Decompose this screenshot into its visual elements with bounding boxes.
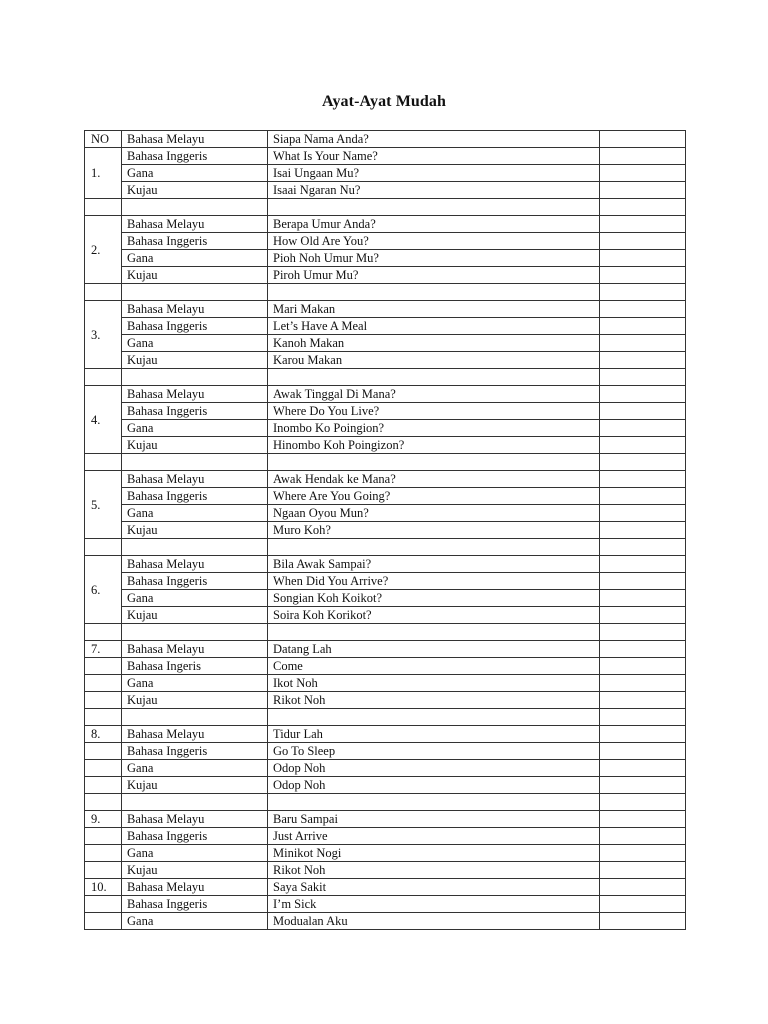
table-row <box>85 811 686 828</box>
phrase-cell: Datang Lah <box>268 641 600 658</box>
phrase-cell: Rikot Noh <box>268 692 600 709</box>
empty-cell <box>600 403 686 420</box>
phrase-cell: Ikot Noh <box>268 675 600 692</box>
spacer-row <box>85 624 686 641</box>
empty-cell <box>600 811 686 828</box>
language-cell: Kujau <box>122 777 268 794</box>
row-number: 5. <box>85 471 122 539</box>
phrase-cell: Hinombo Koh Poingizon? <box>268 437 600 454</box>
table-row <box>85 590 686 607</box>
empty-cell <box>600 913 686 930</box>
empty-cell <box>85 658 122 675</box>
empty-cell <box>85 675 122 692</box>
empty-cell <box>268 709 600 726</box>
header-extra <box>600 131 686 148</box>
phrase-cell: Inombo Ko Poingion? <box>268 420 600 437</box>
language-cell: Bahasa Inggeris <box>122 743 268 760</box>
row-number: 2. <box>85 216 122 284</box>
table-row <box>85 250 686 267</box>
table-row <box>85 182 686 199</box>
empty-cell <box>600 335 686 352</box>
table-row <box>85 165 686 182</box>
language-cell: Bahasa Ingeris <box>122 658 268 675</box>
empty-cell <box>122 284 268 301</box>
language-cell: Kujau <box>122 607 268 624</box>
empty-cell <box>600 590 686 607</box>
phrase-cell: Odop Noh <box>268 760 600 777</box>
language-cell: Bahasa Inggeris <box>122 896 268 913</box>
table-row <box>85 913 686 930</box>
language-cell: Bahasa Inggeris <box>122 233 268 250</box>
language-cell: Gana <box>122 250 268 267</box>
empty-cell <box>268 794 600 811</box>
phrase-cell: Go To Sleep <box>268 743 600 760</box>
phrase-cell: Berapa Umur Anda? <box>268 216 600 233</box>
empty-cell <box>600 709 686 726</box>
language-cell: Gana <box>122 420 268 437</box>
table-row <box>85 845 686 862</box>
empty-cell <box>600 505 686 522</box>
language-cell: Kujau <box>122 182 268 199</box>
phrase-cell: Saya Sakit <box>268 879 600 896</box>
language-cell: Gana <box>122 760 268 777</box>
phrase-cell: Mari Makan <box>268 301 600 318</box>
empty-cell <box>122 199 268 216</box>
spacer-row <box>85 284 686 301</box>
language-cell: Gana <box>122 335 268 352</box>
language-cell: Kujau <box>122 267 268 284</box>
language-cell: Bahasa Melayu <box>122 726 268 743</box>
table-row <box>85 386 686 403</box>
language-cell: Bahasa Melayu <box>122 556 268 573</box>
empty-cell <box>600 250 686 267</box>
language-cell: Bahasa Inggeris <box>122 488 268 505</box>
language-cell: Kujau <box>122 692 268 709</box>
table-row <box>85 573 686 590</box>
table-row <box>85 233 686 250</box>
empty-cell <box>600 760 686 777</box>
row-number: 4. <box>85 386 122 454</box>
table-row <box>85 641 686 658</box>
spacer-row <box>85 709 686 726</box>
phrase-cell: Awak Tinggal Di Mana? <box>268 386 600 403</box>
language-cell: Bahasa Melayu <box>122 216 268 233</box>
table-row <box>85 522 686 539</box>
empty-cell <box>600 216 686 233</box>
empty-cell <box>600 675 686 692</box>
empty-cell <box>268 539 600 556</box>
empty-cell <box>85 743 122 760</box>
empty-cell <box>600 454 686 471</box>
table-row <box>85 505 686 522</box>
language-cell: Bahasa Melayu <box>122 471 268 488</box>
empty-cell <box>268 369 600 386</box>
empty-cell <box>600 301 686 318</box>
row-number: 7. <box>85 641 122 658</box>
phrase-cell: I’m Sick <box>268 896 600 913</box>
phrase-cell: Odop Noh <box>268 777 600 794</box>
empty-cell <box>600 777 686 794</box>
table-row <box>85 862 686 879</box>
table-row <box>85 828 686 845</box>
empty-cell <box>85 709 122 726</box>
empty-cell <box>268 624 600 641</box>
language-cell: Kujau <box>122 522 268 539</box>
empty-cell <box>600 199 686 216</box>
phrase-cell: Bila Awak Sampai? <box>268 556 600 573</box>
empty-cell <box>600 369 686 386</box>
phrase-cell: Awak Hendak ke Mana? <box>268 471 600 488</box>
phrase-cell: Muro Koh? <box>268 522 600 539</box>
language-cell: Bahasa Melayu <box>122 641 268 658</box>
language-cell: Gana <box>122 165 268 182</box>
language-cell: Kujau <box>122 437 268 454</box>
table-row <box>85 403 686 420</box>
empty-cell <box>600 471 686 488</box>
empty-cell <box>600 437 686 454</box>
language-cell: Gana <box>122 590 268 607</box>
empty-cell <box>600 692 686 709</box>
table-row <box>85 471 686 488</box>
phrase-cell: Karou Makan <box>268 352 600 369</box>
table-row <box>85 675 686 692</box>
phrase-cell: Where Do You Live? <box>268 403 600 420</box>
table-row <box>85 607 686 624</box>
empty-cell <box>85 794 122 811</box>
language-cell: Bahasa Inggeris <box>122 828 268 845</box>
empty-cell <box>600 148 686 165</box>
spacer-row <box>85 454 686 471</box>
empty-cell <box>268 454 600 471</box>
language-cell: Bahasa Melayu <box>122 879 268 896</box>
row-number: 8. <box>85 726 122 743</box>
row-number: 1. <box>85 148 122 199</box>
table-row <box>85 267 686 284</box>
table-row <box>85 879 686 896</box>
empty-cell <box>85 284 122 301</box>
empty-cell <box>85 692 122 709</box>
phrase-cell: Tidur Lah <box>268 726 600 743</box>
language-cell: Kujau <box>122 352 268 369</box>
empty-cell <box>85 777 122 794</box>
phrase-cell: Baru Sampai <box>268 811 600 828</box>
phrase-table-body <box>85 131 686 930</box>
phrase-cell: Soira Koh Korikot? <box>268 607 600 624</box>
phrase-table <box>84 130 686 930</box>
empty-cell <box>600 658 686 675</box>
empty-cell <box>600 879 686 896</box>
table-row <box>85 726 686 743</box>
empty-cell <box>600 607 686 624</box>
phrase-cell: How Old Are You? <box>268 233 600 250</box>
header-no: NO <box>85 131 122 148</box>
phrase-cell: Isaai Ngaran Nu? <box>268 182 600 199</box>
empty-cell <box>600 862 686 879</box>
empty-cell <box>600 743 686 760</box>
table-row <box>85 743 686 760</box>
table-row <box>85 556 686 573</box>
table-row <box>85 301 686 318</box>
empty-cell <box>600 352 686 369</box>
table-row <box>85 335 686 352</box>
table-row <box>85 216 686 233</box>
language-cell: Bahasa Inggeris <box>122 148 268 165</box>
empty-cell <box>600 182 686 199</box>
language-cell: Bahasa Inggeris <box>122 318 268 335</box>
phrase-cell: Just Arrive <box>268 828 600 845</box>
header-language: Bahasa Melayu <box>122 131 268 148</box>
language-cell: Kujau <box>122 862 268 879</box>
empty-cell <box>600 420 686 437</box>
phrase-cell: Modualan Aku <box>268 913 600 930</box>
empty-cell <box>122 454 268 471</box>
row-number: 6. <box>85 556 122 624</box>
empty-cell <box>268 199 600 216</box>
empty-cell <box>600 896 686 913</box>
table-row <box>85 760 686 777</box>
empty-cell <box>600 284 686 301</box>
document-title: Ayat-Ayat Mudah <box>321 93 446 110</box>
empty-cell <box>85 828 122 845</box>
spacer-row <box>85 369 686 386</box>
empty-cell <box>600 318 686 335</box>
language-cell: Bahasa Inggeris <box>122 403 268 420</box>
phrase-cell: Piroh Umur Mu? <box>268 267 600 284</box>
spacer-row <box>85 199 686 216</box>
row-number: 3. <box>85 301 122 369</box>
empty-cell <box>600 573 686 590</box>
empty-cell <box>600 386 686 403</box>
phrase-cell: Isai Ungaan Mu? <box>268 165 600 182</box>
language-cell: Bahasa Melayu <box>122 386 268 403</box>
row-number: 10. <box>85 879 122 896</box>
empty-cell <box>122 794 268 811</box>
table-row <box>85 437 686 454</box>
phrase-cell: When Did You Arrive? <box>268 573 600 590</box>
phrase-cell: What Is Your Name? <box>268 148 600 165</box>
phrase-cell: Come <box>268 658 600 675</box>
empty-cell <box>85 896 122 913</box>
language-cell: Gana <box>122 845 268 862</box>
phrase-cell: Minikot Nogi <box>268 845 600 862</box>
phrase-cell: Ngaan Oyou Mun? <box>268 505 600 522</box>
phrase-cell: Rikot Noh <box>268 862 600 879</box>
phrase-cell: Pioh Noh Umur Mu? <box>268 250 600 267</box>
empty-cell <box>600 539 686 556</box>
row-number: 9. <box>85 811 122 828</box>
phrase-cell: Kanoh Makan <box>268 335 600 352</box>
empty-cell <box>122 369 268 386</box>
spacer-row <box>85 794 686 811</box>
empty-cell <box>122 709 268 726</box>
table-row <box>85 488 686 505</box>
empty-cell <box>122 624 268 641</box>
empty-cell <box>600 845 686 862</box>
language-cell: Gana <box>122 675 268 692</box>
phrase-cell: Where Are You Going? <box>268 488 600 505</box>
empty-cell <box>600 828 686 845</box>
empty-cell <box>85 369 122 386</box>
empty-cell <box>85 913 122 930</box>
empty-cell <box>600 233 686 250</box>
language-cell: Gana <box>122 913 268 930</box>
empty-cell <box>85 624 122 641</box>
empty-cell <box>600 522 686 539</box>
table-row <box>85 658 686 675</box>
empty-cell <box>85 760 122 777</box>
spacer-row <box>85 539 686 556</box>
empty-cell <box>600 556 686 573</box>
table-row <box>85 896 686 913</box>
table-row <box>85 148 686 165</box>
empty-cell <box>85 199 122 216</box>
language-cell: Bahasa Melayu <box>122 811 268 828</box>
empty-cell <box>600 165 686 182</box>
empty-cell <box>600 641 686 658</box>
empty-cell <box>600 267 686 284</box>
empty-cell <box>122 539 268 556</box>
empty-cell <box>600 488 686 505</box>
empty-cell <box>85 454 122 471</box>
table-row <box>85 420 686 437</box>
language-cell: Bahasa Inggeris <box>122 573 268 590</box>
phrase-cell: Let’s Have A Meal <box>268 318 600 335</box>
language-cell: Gana <box>122 505 268 522</box>
header-phrase: Siapa Nama Anda? <box>268 131 600 148</box>
empty-cell <box>268 284 600 301</box>
table-row <box>85 777 686 794</box>
empty-cell <box>85 845 122 862</box>
empty-cell <box>600 794 686 811</box>
empty-cell <box>600 624 686 641</box>
empty-cell <box>85 862 122 879</box>
table-row <box>85 692 686 709</box>
phrase-cell: Songian Koh Koikot? <box>268 590 600 607</box>
empty-cell <box>85 539 122 556</box>
table-row <box>85 352 686 369</box>
table-row <box>85 318 686 335</box>
table-header-row <box>85 131 686 148</box>
empty-cell <box>600 726 686 743</box>
language-cell: Bahasa Melayu <box>122 301 268 318</box>
